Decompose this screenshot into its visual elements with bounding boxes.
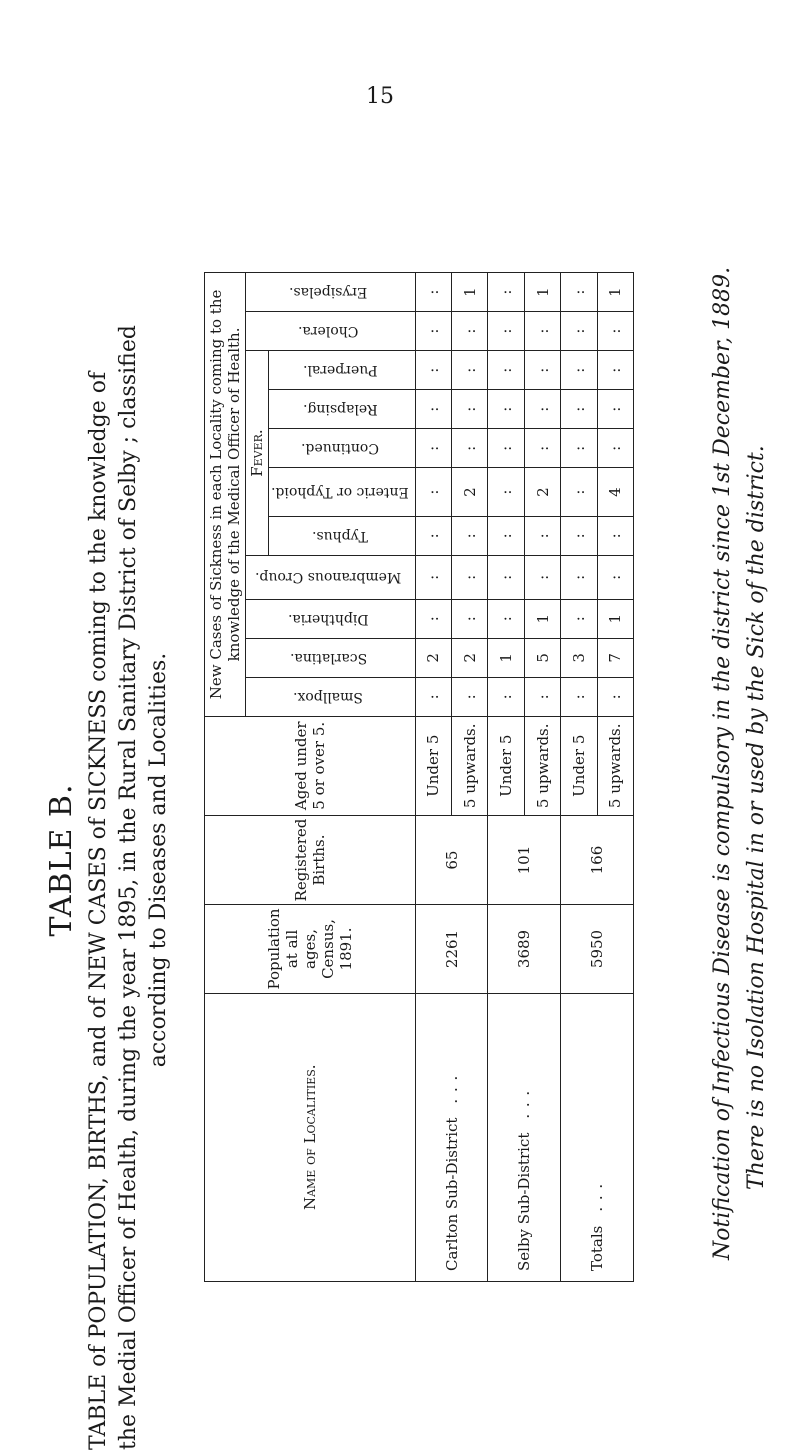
diphtheria-cell: 1 xyxy=(524,599,560,638)
continued-cell: : xyxy=(452,429,488,468)
cholera-cell: : xyxy=(597,312,633,351)
relapsing-cell: : xyxy=(415,390,451,429)
col-header-erysipelas: Erysipelas. xyxy=(246,273,416,312)
scarlatina-cell: 7 xyxy=(597,638,633,677)
diphtheria-cell: : xyxy=(415,599,451,638)
puerperal-cell: : xyxy=(415,351,451,390)
smallpox-cell: : xyxy=(524,677,560,716)
croup-cell: : xyxy=(452,555,488,599)
cholera-cell: : xyxy=(524,312,560,351)
diphtheria-cell: : xyxy=(561,599,597,638)
diphtheria-cell: : xyxy=(488,599,524,638)
typhus-cell: : xyxy=(524,516,560,555)
locality-name: Carlton Sub-District. . . xyxy=(415,993,488,1281)
table-row xyxy=(488,273,524,1282)
births-cell: 101 xyxy=(488,815,561,905)
continued-cell: : xyxy=(415,429,451,468)
enteric-cell: : xyxy=(488,468,524,517)
typhus-cell: : xyxy=(561,516,597,555)
enteric-cell: 4 xyxy=(597,468,633,517)
col-header-births: Registered Births. xyxy=(205,815,416,905)
col-header-aged: Aged under 5 or over 5. xyxy=(205,716,416,815)
col-header-diphtheria: Diphtheria. xyxy=(246,599,416,638)
smallpox-cell: : xyxy=(488,677,524,716)
relapsing-cell: : xyxy=(452,390,488,429)
scarlatina-cell: 3 xyxy=(561,638,597,677)
col-header-name: Name of Localities. xyxy=(205,993,416,1281)
erysipelas-cell: : xyxy=(561,273,597,312)
col-header-fever: Fever. xyxy=(246,351,269,556)
births-cell: 166 xyxy=(561,815,634,905)
erysipelas-cell: : xyxy=(415,273,451,312)
typhus-cell: : xyxy=(597,516,633,555)
enteric-cell: 2 xyxy=(452,468,488,517)
puerperal-cell: : xyxy=(452,351,488,390)
cholera-cell: : xyxy=(452,312,488,351)
scarlatina-cell: 2 xyxy=(415,638,451,677)
relapsing-cell: : xyxy=(597,390,633,429)
table-row xyxy=(415,273,451,1282)
scarlatina-cell: 2 xyxy=(452,638,488,677)
births-cell: 65 xyxy=(415,815,488,905)
scarlatina-cell: 1 xyxy=(488,638,524,677)
continued-cell: : xyxy=(524,429,560,468)
sickness-table xyxy=(204,272,634,1282)
col-header-group: New Cases of Sickness in each Locality coming to the knowledge of the Medical Officer of Health. xyxy=(205,273,246,717)
heading-line-2: the Medial Officer of Health, during the year 1895, in the Rural Sanitary District of Selby ; classified xyxy=(116,325,141,1450)
table-title: TABLE B. xyxy=(44,783,79,937)
table-row xyxy=(561,273,597,1282)
population-cell: 3689 xyxy=(488,905,561,993)
col-header-relapsing: Relapsing. xyxy=(269,390,416,429)
locality-name: Totals. . . xyxy=(561,993,634,1281)
footnote xyxy=(706,240,774,1260)
sickness-table-wrapper xyxy=(204,272,634,1282)
enteric-cell: : xyxy=(561,468,597,517)
col-header-population: Population at all ages, Census, 1891. xyxy=(205,905,416,993)
age-group-cell: 5 upwards. xyxy=(452,716,488,815)
croup-cell: : xyxy=(415,555,451,599)
continued-cell: : xyxy=(597,429,633,468)
col-header-smallpox: Smallpox. xyxy=(246,677,416,716)
continued-cell: : xyxy=(561,429,597,468)
age-group-cell: Under 5 xyxy=(561,716,597,815)
locality-name: Selby Sub-District. . . xyxy=(488,993,561,1281)
puerperal-cell: : xyxy=(524,351,560,390)
page-number: 15 xyxy=(366,84,394,109)
smallpox-cell: : xyxy=(561,677,597,716)
col-header-puerperal: Puerperal. xyxy=(269,351,416,390)
erysipelas-cell: 1 xyxy=(597,273,633,312)
diphtheria-cell: 1 xyxy=(597,599,633,638)
table-heading xyxy=(40,270,174,1450)
age-group-cell: Under 5 xyxy=(488,716,524,815)
smallpox-cell: : xyxy=(415,677,451,716)
relapsing-cell: : xyxy=(488,390,524,429)
age-group-cell: 5 upwards. xyxy=(597,716,633,815)
enteric-cell: : xyxy=(415,468,451,517)
scarlatina-cell: 5 xyxy=(524,638,560,677)
relapsing-cell: : xyxy=(524,390,560,429)
cholera-cell: : xyxy=(561,312,597,351)
diphtheria-cell: : xyxy=(452,599,488,638)
erysipelas-cell: : xyxy=(488,273,524,312)
heading-line-1: TABLE of POPULATION, BIRTHS, and of NEW CASES of SICKNESS coming to the knowledge of xyxy=(86,371,111,1450)
typhus-cell: : xyxy=(415,516,451,555)
erysipelas-cell: 1 xyxy=(452,273,488,312)
relapsing-cell: : xyxy=(561,390,597,429)
col-header-enteric: Enteric or Typhoid. xyxy=(269,468,416,517)
population-cell: 5950 xyxy=(561,905,634,993)
col-header-croup: Membranous Croup. xyxy=(246,555,416,599)
col-header-scarlatina: Scarlatina. xyxy=(246,638,416,677)
puerperal-cell: : xyxy=(597,351,633,390)
population-cell: 2261 xyxy=(415,905,488,993)
col-header-typhus: Typhus. xyxy=(269,516,416,555)
col-header-cholera: Cholera. xyxy=(246,312,416,351)
croup-cell: : xyxy=(524,555,560,599)
croup-cell: : xyxy=(561,555,597,599)
smallpox-cell: : xyxy=(452,677,488,716)
erysipelas-cell: 1 xyxy=(524,273,560,312)
heading-line-3: according to Diseases and Localities. xyxy=(146,652,171,1068)
croup-cell: : xyxy=(597,555,633,599)
footnote-line-2: There is no Isolation Hospital in or used by the Sick of the district. xyxy=(744,445,769,1190)
continued-cell: : xyxy=(488,429,524,468)
cholera-cell: : xyxy=(415,312,451,351)
cholera-cell: : xyxy=(488,312,524,351)
col-header-continued: Continued. xyxy=(269,429,416,468)
age-group-cell: Under 5 xyxy=(415,716,451,815)
croup-cell: : xyxy=(488,555,524,599)
enteric-cell: 2 xyxy=(524,468,560,517)
footnote-line-1: Notification of Infectious Disease is compulsory in the district since 1st December, 1889. xyxy=(710,266,735,1260)
age-group-cell: 5 upwards. xyxy=(524,716,560,815)
typhus-cell: : xyxy=(452,516,488,555)
typhus-cell: : xyxy=(488,516,524,555)
smallpox-cell: : xyxy=(597,677,633,716)
puerperal-cell: : xyxy=(561,351,597,390)
puerperal-cell: : xyxy=(488,351,524,390)
